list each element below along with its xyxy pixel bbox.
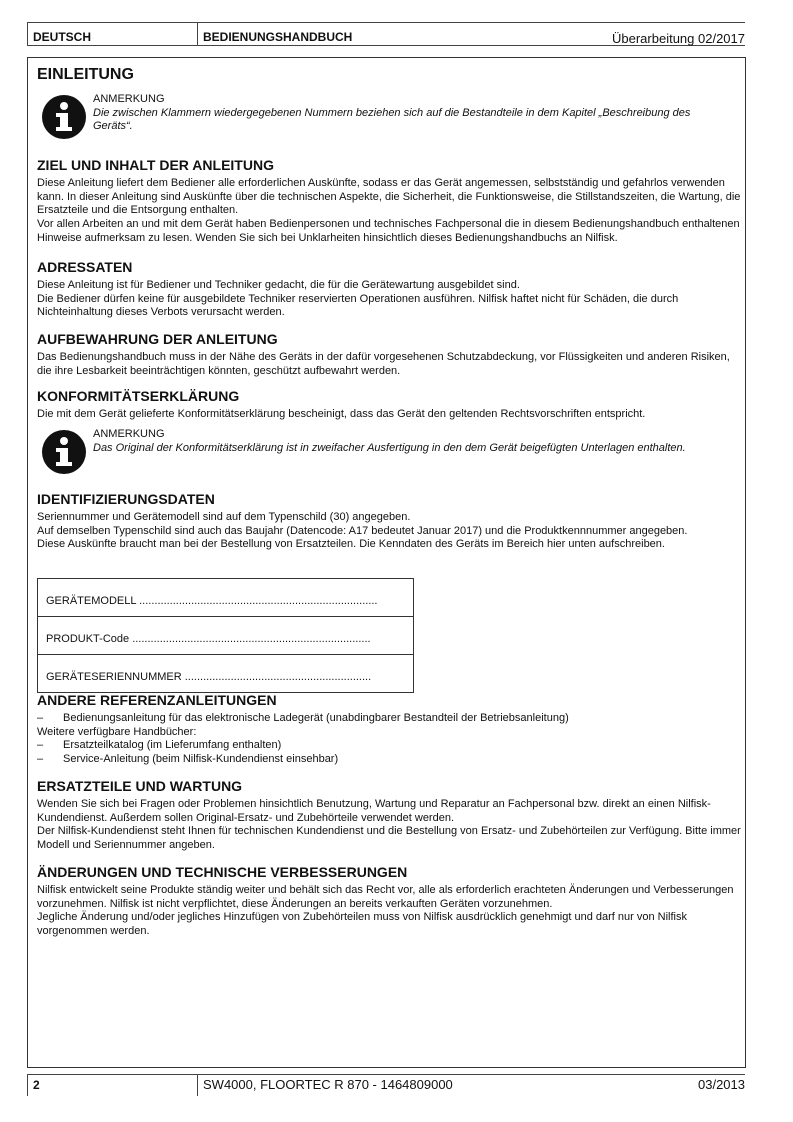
note-text: Die zwischen Klammern wiedergegebenen Nummern beziehen sich auf die Bestandteile in dem Kapitel „Beschreibung des Geräts“. [93, 106, 691, 133]
list-item [37, 739, 742, 753]
section-adressaten [37, 259, 742, 320]
dash: – [37, 739, 44, 752]
identification-table [37, 578, 414, 693]
section-title: AUFBEWAHRUNG DER ANLEITUNG [37, 331, 278, 347]
section-title: ANDERE REFERENZANLEITUNGEN [37, 692, 277, 708]
section-aufbewahrung [37, 331, 742, 378]
header-left-rule [27, 22, 28, 46]
section-aenderungen [37, 864, 742, 939]
section-ident [37, 491, 742, 552]
header-divider [197, 22, 198, 46]
paragraph: Wenden Sie sich bei Fragen oder Problemen hinsichtlich Benutzung, Wartung und Reparatur an Fachpersonal bzw. direkt an einen Nilfisk-Kundendienst. Außerdem sollen Original-Ersatz- und Zubehörteile verwendet werden. [37, 798, 711, 824]
header-doc-type: BEDIENUNGSHANDBUCH [203, 30, 353, 44]
dash: – [37, 712, 44, 724]
note-text: Das Original der Konformitätserklärung ist in zweifacher Ausfertigung in den dem Gerät beigefügten Unterlagen enthalten. [93, 441, 686, 454]
paragraph: Das Bedienungshandbuch muss in der Nähe des Geräts in der dafür vorgesehenen Schutzabdeckung, vor Flüssigkeiten und anderen Risiken, die ihre Lesbarkeit beeinträchtigen könnten, geschützt aufbewahrt werden. [37, 351, 730, 377]
footer-divider [197, 1074, 198, 1096]
info-icon [42, 95, 86, 139]
section-title: ZIEL UND INHALT DER ANLEITUNG [37, 157, 274, 173]
note-label: ANMERKUNG [93, 93, 165, 105]
section-andere [37, 692, 742, 767]
paragraph: Diese Auskünfte braucht man bei der Bestellung von Ersatzteilen. Die Kenndaten des Geräts im Bereich hier unten aufschreiben. [37, 538, 665, 551]
section-ersatz [37, 778, 742, 853]
note-einleitung [42, 93, 732, 141]
section-konformitaet [37, 388, 742, 422]
section-title: KONFORMITÄTSERKLÄRUNG [37, 388, 240, 404]
section-title: ERSATZTEILE UND WARTUNG [37, 778, 243, 794]
section-ziel [37, 157, 742, 246]
footer-left-rule [27, 1074, 28, 1096]
paragraph: Vor allen Arbeiten an und mit dem Gerät haben Bedienpersonen und technisches Fachpersonal die in diesem Bedienungshandbuch enthaltenen Hinweise aufmerksam zu lesen. Wenden Sie sich bei Unklarheiten hinsichtlich dieses Bedienungshandbuchs an Nilfisk. [37, 218, 740, 244]
field-product-code[interactable]: PRODUKT-Code .............................................................................. [38, 617, 414, 655]
list-item-text: Ersatzteilkatalog (im Lieferumfang enthalten) [63, 739, 282, 752]
page-number: 2 [33, 1078, 40, 1092]
footer-date: 03/2013 [698, 1077, 745, 1092]
paragraph: Diese Anleitung ist für Bediener und Techniker gedacht, die für die Gerätewartung ausgebildet sind. [37, 279, 520, 291]
field-serial-number[interactable]: GERÄTESERIENNUMMER ............................................................. [38, 655, 414, 693]
note-konformitaet [42, 428, 732, 476]
paragraph: Die mit dem Gerät gelieferte Konformitätserklärung bescheinigt, dass das Gerät den geltenden Rechtsvorschriften entspricht. [37, 408, 646, 420]
field-model[interactable]: GERÄTEMODELL .............................................................................. [38, 579, 414, 617]
list-item [37, 753, 742, 767]
list-item-text: Bedienungsanleitung für das elektronische Ladegerät (unabdingbarer Bestandteil der Betriebsanleitung) [63, 712, 569, 724]
footer-model: SW4000, FLOORTEC R 870 - 1464809000 [203, 1077, 453, 1092]
section-title: IDENTIFIZIERUNGSDATEN [37, 491, 215, 507]
paragraph: Jegliche Änderung und/oder jegliches Hinzufügen von Zubehörteilen muss von Nilfisk ausdrücklich genehmigt und darf nur von Nilfisk vorgenommen werden. [37, 911, 687, 938]
paragraph: Seriennummer und Gerätemodell sind auf dem Typenschild (30) angegeben. [37, 511, 411, 523]
paragraph: Diese Anleitung liefert dem Bediener alle erforderlichen Auskünfte, sodass er das Gerät angemessen, selbstständig und gefahrlos verwenden kann. In dieser Anleitung sind Auskünfte über die technischen Aspekte, die Sicherheit, die Funktionsweise, die Stillstandszeiten, die Wartung, die Ersatzteile und die Entsorgung enthalten. [37, 177, 741, 217]
section-title: ADRESSATEN [37, 259, 133, 275]
paragraph: Nilfisk entwickelt seine Produkte ständig weiter und behält sich das Recht vor, alle als erforderlich erachteten Änderungen und Verbesserungen vorzunehmen. Nilfisk ist nicht verpflichtet, diese Änderungen an bereits verkauften Geräten vorzunehmen. [37, 884, 734, 910]
header-revision: Überarbeitung 02/2017 [612, 31, 745, 46]
paragraph: Auf demselben Typenschild sind auch das Baujahr (Datencode: A17 bedeutet Januar 2017) und die Produktkennnummer angegeben. [37, 524, 688, 537]
section-title: ÄNDERUNGEN UND TECHNISCHE VERBESSERUNGEN [37, 864, 408, 880]
paragraph: Der Nilfisk-Kundendienst steht Ihnen für technischen Kundendienst und die Bestellung von Ersatz- und Zubehörteilen zur Verfügung. Bitte immer Modell und Seriennummer angeben. [37, 825, 741, 852]
dash: – [37, 753, 44, 766]
list-item-text: Service-Anleitung (beim Nilfisk-Kundendienst einsehbar) [63, 753, 339, 766]
paragraph: Weitere verfügbare Handbücher: [37, 725, 197, 738]
header-language: DEUTSCH [33, 30, 92, 44]
list-item [37, 712, 742, 726]
section-title-einleitung: EINLEITUNG [37, 66, 134, 83]
paragraph: Die Bediener dürfen keine für ausgebildete Techniker reservierten Operationen ausführen. Nilfisk haftet nicht für Schäden, die durch Nichteinhaltung dieses Verbots verursacht werden. [37, 292, 679, 319]
footer-rule [27, 1074, 745, 1075]
header-top-rule [27, 22, 745, 23]
note-label: ANMERKUNG [93, 428, 165, 440]
info-icon [42, 430, 86, 474]
